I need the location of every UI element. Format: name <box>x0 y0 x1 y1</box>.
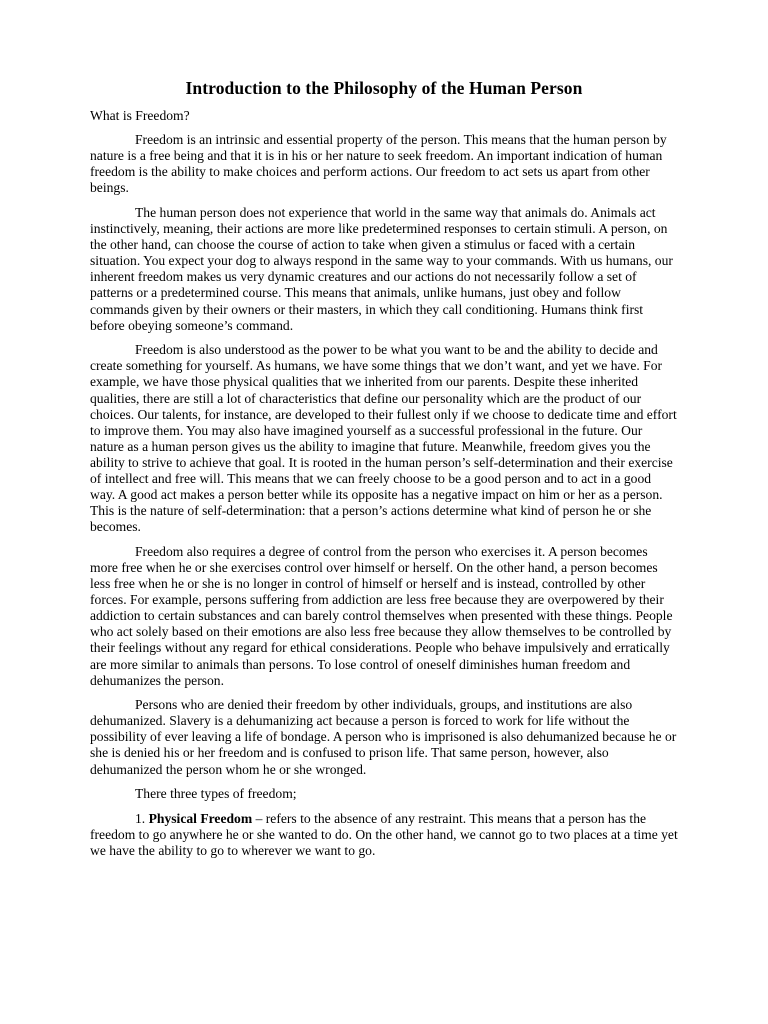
list-item-text: – refers to the absence of any restraint. This means that a person has the freedom to go anywhere he or she wanted to do. On the other hand, we cannot go to two places at a time yet we have the ability to go to wherever we want to go. <box>90 810 678 858</box>
document-title: Introduction to the Philosophy of the Human Person <box>185 78 583 98</box>
paragraph-self-control: Freedom also requires a degree of control from the person who exercises it. A person becomes more free when he or she exercises control over himself or herself. On the other hand, a person becomes less free when he or she is no longer in control of himself or herself and is instead, controlled by other forces. For example, persons suffering from addiction are less free because they are overpowered by their addiction to certain substances and can barely control themselves when presented with these things. People who act solely based on their emotions are also less free because they allow themselves to be controlled by their feelings without any regard for ethical considerations. People who behave impulsively and erratically are more similar to animals than persons. To lose control of oneself diminishes human freedom and dehumanizes the person. <box>90 543 673 688</box>
list-item-number: 1. <box>135 810 146 826</box>
list-item-term: Physical Freedom <box>148 810 253 826</box>
paragraph-self-determination: Freedom is also understood as the power to be what you want to be and the ability to decide and create something for yourself. As humans, we have some things that we don’t want, and yet we have. For example, we have those physical qualities that we inherited from our parents. Despite these inherited qualities, there are still a lot of characteristics that define our personality which are the product of our choices. Our talents, for instance, are developed to their fullest only if we choose to dedicate time and effort to improve them. You may also have imagined yourself as a successful professional in the future. Our nature as a human person gives us the ability to imagine that future. Meanwhile, freedom gives you the ability to strive to achieve that goal. It is rooted in the human person’s self-determination and their exercise of intellect and free will. This means that we can freely choose to be a good person and to act in a good way. A good act makes a person better while its opposite has a negative impact on him or her as a person. This is the nature of self-determination: that a person’s actions determine what kind of person he or she becomes. <box>90 342 677 535</box>
paragraph-intrinsic-property: Freedom is an intrinsic and essential property of the person. This means that the human person by nature is a free being and that it is in his or her nature to seek freedom. An important indication of human freedom is the ability to make choices and perform actions. Our freedom to act sets us apart from other beings. <box>90 132 667 196</box>
paragraph-humans-vs-animals: The human person does not experience that world in the same way that animals do. Animals act instinctively, meaning, their actions are more like predetermined responses to certain stimuli. A person, on the other hand, can choose the course of action to take when given a stimulus or faced with a certain situation. You expect your dog to always respond in the same way to your commands. With us humans, our inherent freedom makes us very dynamic creatures and our actions do not necessarily follow a set of patterns or a predetermined course. This means that animals, unlike humans, just obey and follow commands given by their owners or their masters, in which they call conditioning. Humans think first before obeying someone’s command. <box>90 204 673 333</box>
paragraph-denied-freedom: Persons who are denied their freedom by other individuals, groups, and institutions are also dehumanized. Slavery is a dehumanizing act because a person is forced to work for life without the possibility of ever leaving a life of bondage. A person who is imprisoned is also dehumanized because he or she is denied his or her freedom and is confused to prison life. That same person, however, also dehumanized the person whom he or she wronged. <box>90 697 677 777</box>
list-item-physical-freedom <box>90 811 678 859</box>
paragraph-types-intro: There three types of freedom; <box>135 786 297 802</box>
section-question: What is Freedom? <box>90 108 190 123</box>
